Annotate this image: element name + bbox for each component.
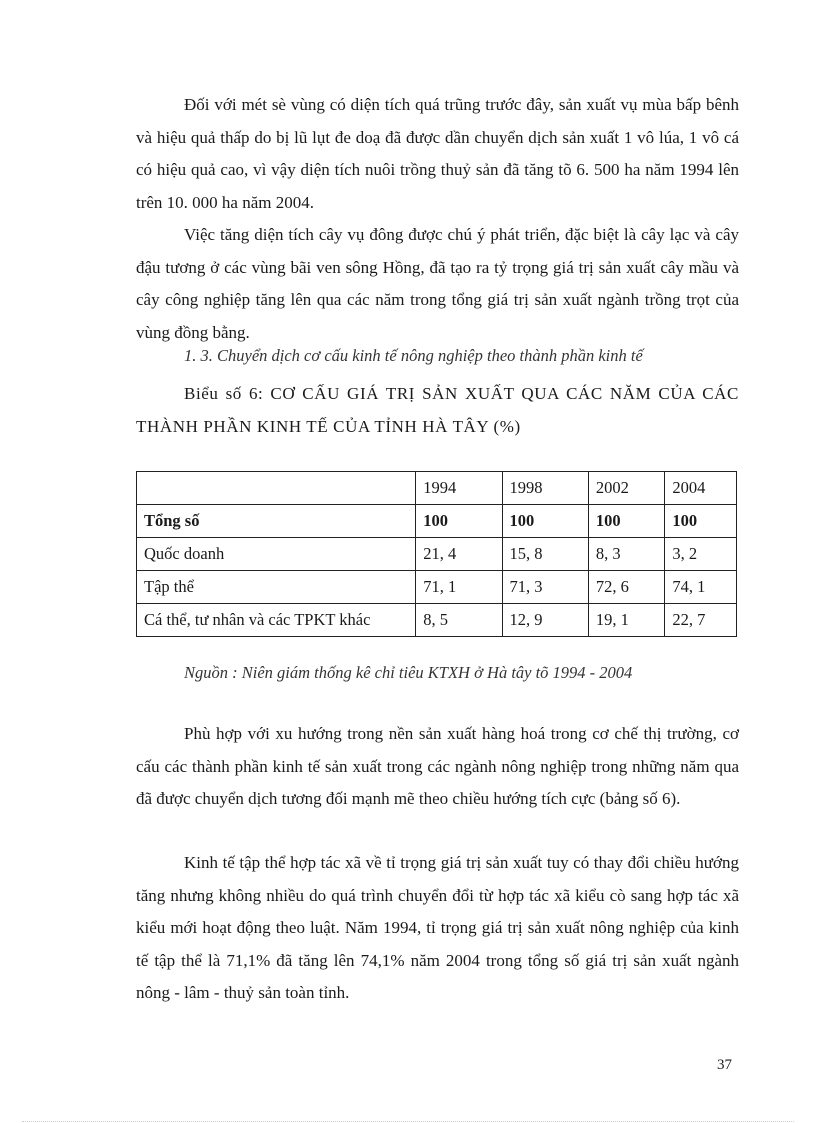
footer-divider xyxy=(22,1121,794,1122)
table-cell: 3, 2 xyxy=(665,538,737,571)
table-caption: Biểu số 6: CƠ CẤU GIÁ TRỊ SẢN XUẤT QUA CÁC NĂM CỦA CÁC THÀNH PHẦN KINH TẾ CỦA TỈNH HÀ TÂY (%) xyxy=(136,384,739,436)
economic-sector-table xyxy=(136,471,737,637)
table-cell: 100 xyxy=(665,505,737,538)
table-cell: 100 xyxy=(502,505,588,538)
table-row xyxy=(137,538,737,571)
table-cell: 12, 9 xyxy=(502,604,588,637)
table-cell: 74, 1 xyxy=(665,571,737,604)
paragraph-winter-crops: Việc tăng diện tích cây vụ đông được chú ý phát triển, đặc biệt là cây lạc và cây đậu tương ở các vùng bãi ven sông Hồng, đã tạo ra tỷ trọng giá trị sản xuất cây mầu và cây công nghiệp tăng lên qua các năm trong tổng giá trị sản xuất ngành trồng trọt của vùng đồng bằng. xyxy=(136,225,739,342)
table-header-cell xyxy=(137,472,416,505)
table-header-cell: 1994 xyxy=(416,472,502,505)
paragraph-market-trend: Phù hợp với xu hướng trong nền sản xuất hàng hoá trong cơ chế thị trường, cơ cấu các thành phần kinh tế sản xuất trong các ngành nông nghiệp trong những năm qua đã được chuyển dịch tương đối mạnh mẽ theo chiều hướng tích cực (bảng số 6). xyxy=(136,724,739,808)
table-row xyxy=(137,571,737,604)
table-row-label: Cá thể, tư nhân và các TPKT khác xyxy=(137,604,416,637)
table-header-cell: 2004 xyxy=(665,472,737,505)
table-cell: 21, 4 xyxy=(416,538,502,571)
table-cell: 15, 8 xyxy=(502,538,588,571)
table-header-cell: 1998 xyxy=(502,472,588,505)
table-row-label: Tổng số xyxy=(137,505,416,538)
section-heading: 1. 3. Chuyển dịch cơ cấu kinh tế nông nghiệp theo thành phần kinh tế xyxy=(184,346,643,365)
paragraph-cooperative-share: Kinh tế tập thể hợp tác xã về tỉ trọng giá trị sản xuất tuy có thay đổi chiều hướng tăng nhưng không nhiều do quá trình chuyển đổi từ hợp tác xã kiểu cò sang hợp tác xã kiểu mới hoạt động theo luật. Năm 1994, tỉ trọng giá trị sản xuất nông nghiệp của kinh tế tập thể là 71,1% đã tăng lên 74,1% năm 2004 trong tổng số giá trị sản xuất ngành nông - lâm - thuỷ sản toàn tỉnh. xyxy=(136,853,739,1002)
table-cell: 8, 3 xyxy=(588,538,665,571)
source-note: Nguồn : Niên giám thống kê chỉ tiêu KTXH ở Hà tây tõ 1994 - 2004 xyxy=(184,663,633,682)
table-row-label: Tập thể xyxy=(137,571,416,604)
table-cell: 71, 3 xyxy=(502,571,588,604)
table-header-cell: 2002 xyxy=(588,472,665,505)
table-cell: 100 xyxy=(588,505,665,538)
table-row xyxy=(137,604,737,637)
table-row xyxy=(137,505,737,538)
table-cell: 100 xyxy=(416,505,502,538)
page-number: 37 xyxy=(717,1057,732,1073)
table-header-row xyxy=(137,472,737,505)
paragraph-flood-areas: Đối với mét sè vùng có diện tích quá trũng trước đây, sản xuất vụ mùa bấp bênh và hiệu quả thấp do bị lũ lụt đe doạ đã được dần chuyển dịch sản xuất 1 vô lúa, 1 vô cá có hiệu quả cao, vì vậy diện tích nuôi trồng thuỷ sản đã tăng tõ 6. 500 ha năm 1994 lên trên 10. 000 ha năm 2004. xyxy=(136,95,739,212)
table-row-label: Quốc doanh xyxy=(137,538,416,571)
table-cell: 8, 5 xyxy=(416,604,502,637)
table-cell: 22, 7 xyxy=(665,604,737,637)
table-cell: 72, 6 xyxy=(588,571,665,604)
table-cell: 71, 1 xyxy=(416,571,502,604)
table-cell: 19, 1 xyxy=(588,604,665,637)
